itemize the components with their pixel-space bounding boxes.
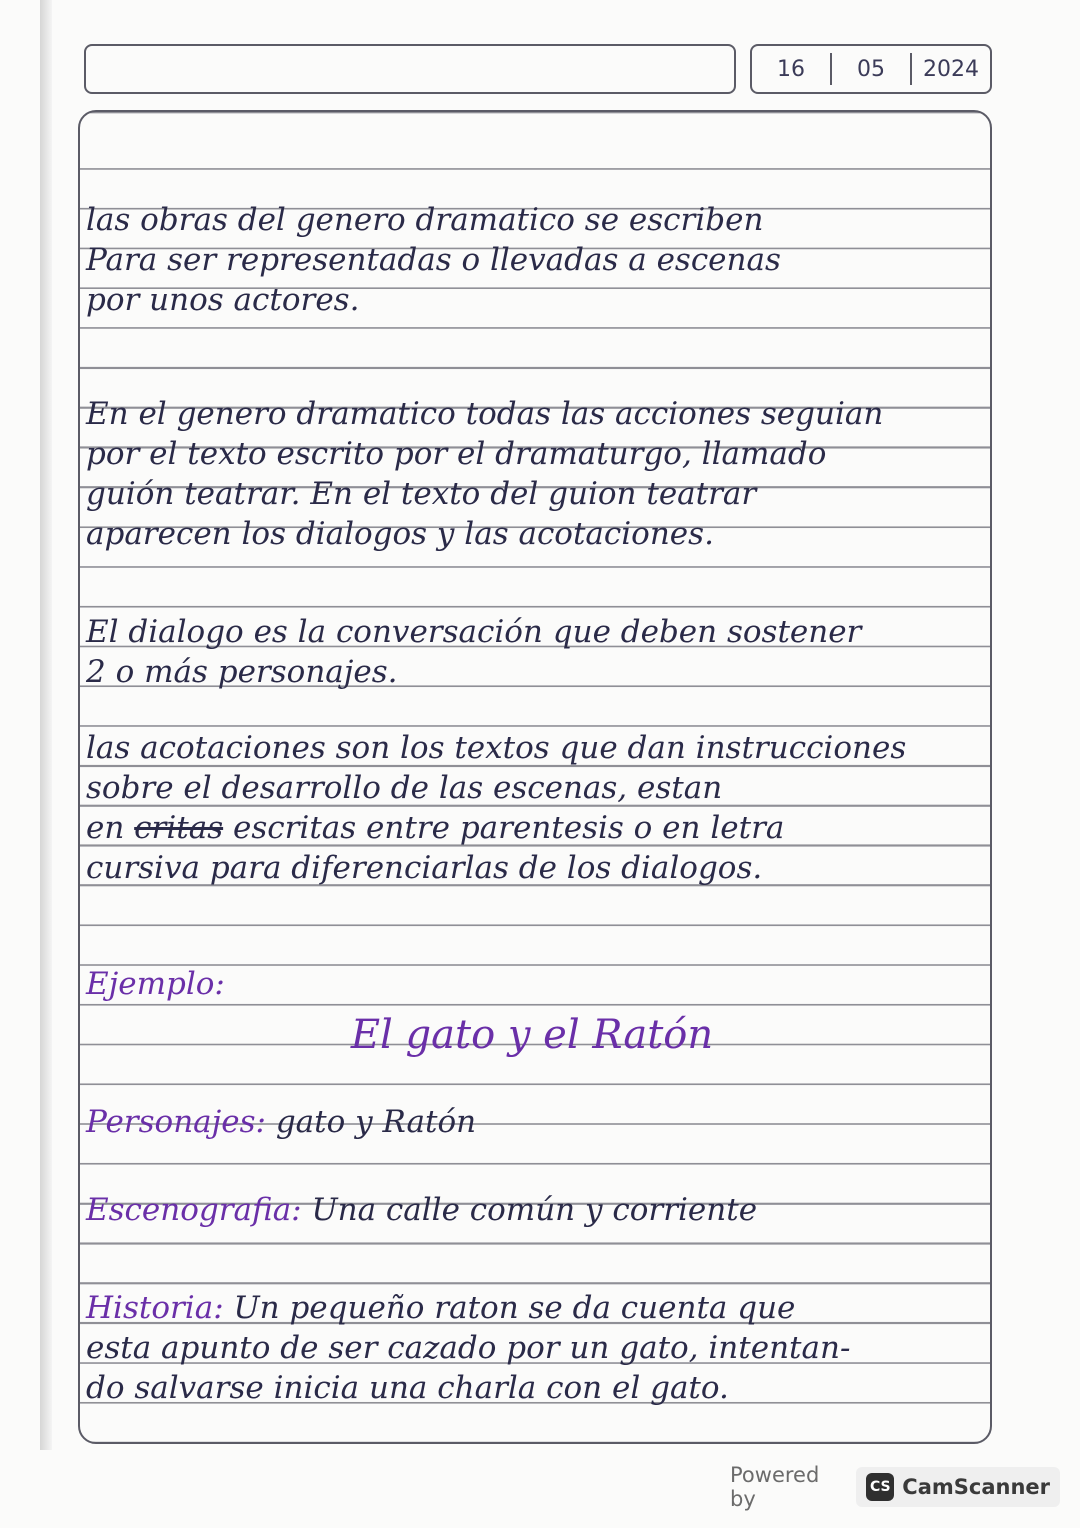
characters-label: Personajes: (86, 1104, 266, 1140)
text-line: por unos actores. (86, 282, 360, 318)
text-line: aparecen los dialogos y las acotaciones. (86, 516, 714, 552)
story-line: esta apunto de ser cazado por un gato, intentan- (86, 1330, 851, 1366)
text-line: las acotaciones son los textos que dan instrucciones (86, 730, 907, 766)
text-fragment: en (86, 810, 125, 846)
text-line: El dialogo es la conversación que deben sostener (86, 614, 862, 650)
story-text: Un pequeño raton se da cuenta que (233, 1290, 796, 1326)
text-line: por el texto escrito por el dramaturgo, llamado (86, 436, 827, 472)
characters-value: gato y Ratón (275, 1104, 477, 1140)
date-month: 05 (857, 56, 885, 82)
page-edge-shadow (40, 0, 52, 1450)
date-box (750, 44, 992, 94)
date-day: 16 (777, 56, 805, 82)
text-line: Para ser representadas o llevadas a escenas (86, 242, 781, 278)
camscanner-badge (856, 1467, 1060, 1507)
story-line (80, 1288, 990, 1328)
scenery-value: Una calle común y corriente (311, 1192, 758, 1228)
example-label: Ejemplo: (86, 966, 225, 1002)
text-line: 2 o más personajes. (86, 654, 398, 690)
text-line: sobre el desarrollo de las escenas, estan (86, 770, 723, 806)
text-line: guión teatrar. En el texto del guion teatrar (86, 476, 757, 512)
characters-line (80, 1102, 990, 1142)
text-line: las obras del genero dramatico se escriben (86, 202, 764, 238)
text-fragment: escritas entre parentesis o en letra (232, 810, 785, 846)
crossed-out-word: critas (134, 810, 224, 846)
powered-by-text: Powered by (730, 1463, 820, 1511)
title-box (84, 44, 736, 94)
camscanner-brand: CamScanner (902, 1475, 1050, 1499)
date-year: 2024 (923, 56, 979, 82)
camscanner-logo-icon: CS (866, 1473, 894, 1501)
text-line (80, 808, 990, 848)
scanner-watermark (730, 1464, 1060, 1510)
story-label: Historia: (86, 1290, 224, 1326)
text-line: En el genero dramatico todas las acciones seguian (86, 396, 884, 432)
lined-sheet (78, 110, 992, 1444)
scenery-line (80, 1190, 990, 1230)
example-title: El gato y el Ratón (350, 1012, 714, 1058)
scenery-label: Escenografia: (86, 1192, 302, 1228)
text-line: cursiva para diferenciarlas de los dialogos. (86, 850, 763, 886)
story-line: do salvarse inicia una charla con el gato. (86, 1370, 729, 1406)
